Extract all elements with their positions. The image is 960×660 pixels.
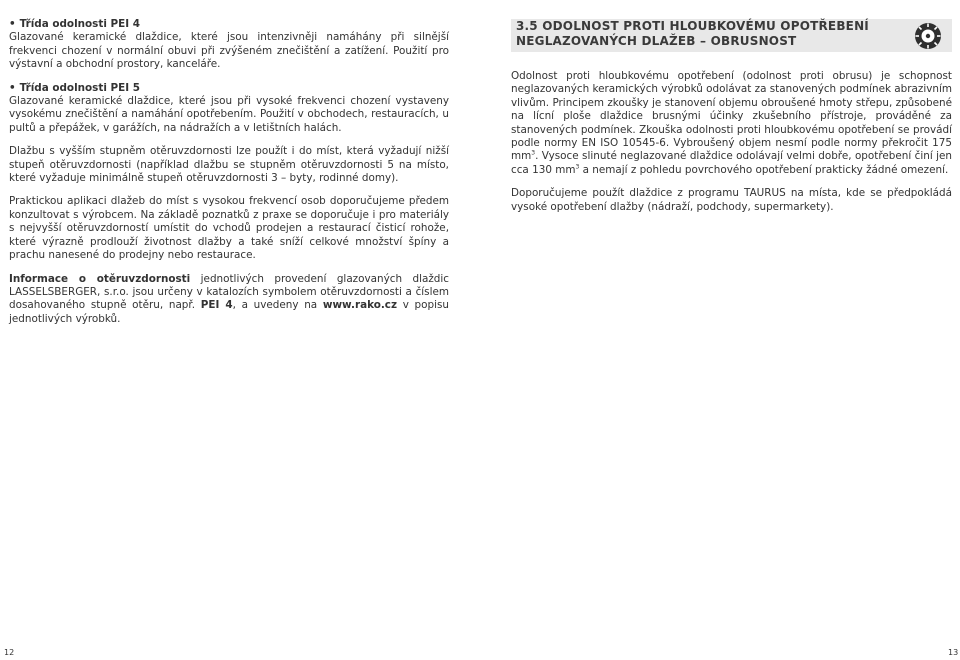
taurus-recommendation-paragraph: Doporučujeme použít dlaždice z programu TAURUS na místa, kde se předpokládá vysoké opotřebení dlažby (nádraží, podchody, supermarkety).	[511, 187, 952, 213]
pei5-description: Glazované keramické dlaždice, které jsou při vysoké frekvenci chození vystaveny vysokému znečištění a namáhání opotřebením. Použití v obchodech, restauracích, u pultů a přepážek, v garážích, na nádražích a v letištních halách.	[9, 95, 449, 134]
info-text-1: jednotlivých provedení glazovaných dlaždic LASSELSBERGER, s.r.o. jsou určeny v katalozích symbolem otěruvzdornosti a číslem dosahovaného stupně otěru, např.	[9, 272, 449, 312]
left-page-column	[9, 18, 449, 336]
abrasion-paragraph	[511, 70, 952, 177]
section-title: 3.5 ODOLNOST PROTI HLOUBKOVÉMU OPOTŘEBENÍ NEGLAZOVANÝCH DLAŽEB – OBRUSNOST	[516, 19, 869, 48]
pei4-heading: • Třída odolnosti PEI 4	[9, 18, 449, 31]
info-bold-lead: Informace o otěruvzdornosti	[9, 272, 191, 285]
abrasion-text-b: . Vysoce slinuté neglazované dlaždice odolávají velmi dobře, opotřebení činí jen cca 130 mm	[511, 150, 952, 176]
info-text-3: v popisu jednotlivých výrobků.	[9, 299, 449, 325]
info-text-2: , a uvedeny na	[232, 299, 323, 312]
pei5-heading: • Třída odolnosti PEI 5	[9, 82, 449, 95]
consult-manufacturer-paragraph: Praktickou aplikaci dlažeb do míst s vysokou frekvencí osob doporučujeme předem konzultovat s výrobcem. Na základě poznatků z praxe se doporučuje i pro materiály s nejvyšší otěruvzdorností umístit do vchodů prodejen a restaurací čisticí rohože, které výrazně prodlouží životnost dlažby a také sníží celkové množství špíny a prachu nanesené do prodejny nebo restaurace.	[9, 195, 449, 262]
right-page-text	[511, 70, 952, 224]
abrasion-text-c: a nemají z pohledu povrchového opotřebení prakticky žádné omezení.	[579, 163, 949, 176]
page-number-right: 13	[948, 648, 959, 657]
pei4-description: Glazované keramické dlaždice, které jsou intenzivněji namáhány při silnější frekvenci chození v normální obuvi při zvýšeném znečištění a zatížení. Použití pro výstavní a obchodní prostory, kanceláře.	[9, 31, 449, 71]
info-paragraph	[9, 273, 449, 327]
superscript-3-second: 3	[575, 163, 580, 171]
superscript-3: 3	[531, 149, 536, 157]
abrasion-disc-icon	[914, 22, 942, 50]
info-pei-example: PEI 4	[200, 299, 233, 312]
abrasion-text-a: Odolnost proti hloubkovému opotřebení (odolnost proti obrusu) je schopnost neglazovaných keramických výrobků odolávat za stanovených podmínek abrazivním vlivům. Principem zkoušky je stanovení objemu obroušené hmoty střepu, způsobené na lícní ploše dlaždice brusnými účinky zkušebního přístroje, prováděné za stanovených podmínek. Zkouška odolnosti proti hloubkovému opotřebení se provádí podle normy EN ISO 10545-6. Vybroušený objem nesmí podle normy překročit 175 mm	[511, 70, 952, 163]
page-number-left: 12	[4, 648, 15, 657]
rako-link[interactable]: www.rako.cz	[322, 299, 397, 312]
higher-rating-paragraph: Dlažbu s vyšším stupněm otěruvzdornosti lze použít i do míst, která vyžadují nižší stupeň otěruvzdornosti (například dlažbu se stupněm otěruvzdornosti 5 na místo, které vyžaduje minimálně stupeň otěruvzdornosti 3 – byty, rodinné domy).	[9, 145, 449, 185]
